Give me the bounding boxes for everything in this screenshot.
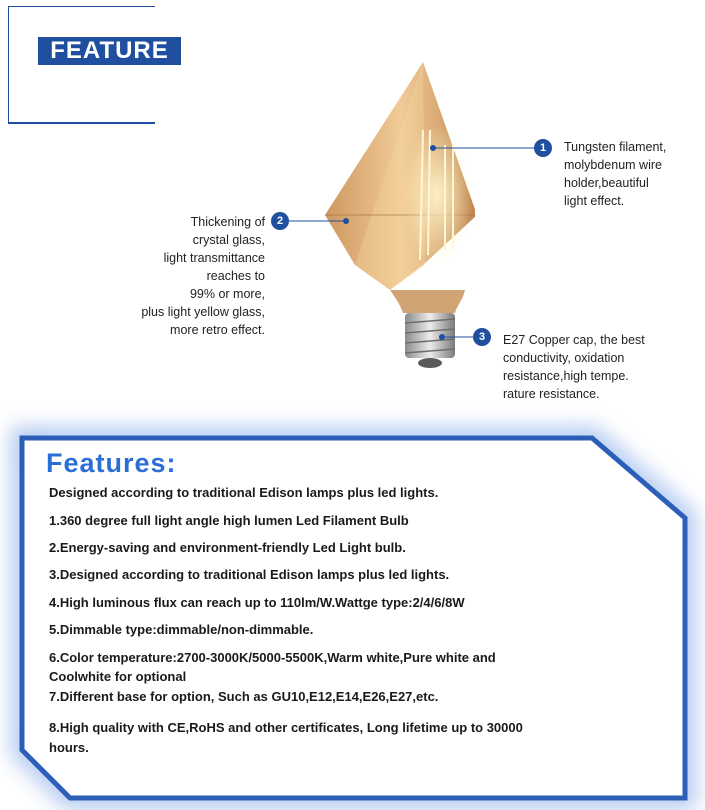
feature-item-7: 7.Different base for option, Such as GU10,E12,E14,E26,E27,etc. (49, 689, 439, 704)
feature-item-1: 1.360 degree full light angle high lumen Led Filament Bulb (49, 513, 409, 528)
feature-item-6: 6.Color temperature:2700-3000K/5000-5500K,Warm white,Pure white and (49, 650, 496, 665)
callout-3-text: E27 Copper cap, the best conductivity, oxidation resistance,high tempe. rature resistance. (503, 333, 645, 401)
callout-1-number: 1 (534, 139, 552, 157)
feature-item-3: 3.Designed according to traditional Edison lamps plus led lights. (49, 567, 450, 582)
feature-item-8-cont: hours. (49, 740, 89, 755)
feature-badge: FEATURE (38, 37, 181, 65)
feature-item-8: 8.High quality with CE,RoHS and other certificates, Long lifetime up to 30000 (49, 720, 523, 735)
bulb-image (305, 55, 475, 385)
features-title: Features: (46, 448, 177, 478)
feature-header-frame (8, 6, 156, 124)
callout-2-text: Thickening of crystal glass, light transmittance reaches to 99% or more, plus light yellow glass, more retro effect. (141, 215, 265, 337)
callout-1-text: Tungsten filament, molybdenum wire holder,beautiful light effect. (564, 140, 667, 208)
feature-item-6-cont: Coolwhite for optional (49, 669, 187, 684)
features-intro: Designed according to traditional Edison lamps plus led lights. (49, 485, 439, 500)
feature-item-5: 5.Dimmable type:dimmable/non-dimmable. (49, 622, 314, 637)
callout-3-number: 3 (473, 328, 491, 346)
feature-item-4: 4.High luminous flux can reach up to 110lm/W.Wattge type:2/4/6/8W (49, 595, 465, 610)
feature-item-2: 2.Energy-saving and environment-friendly Led Light bulb. (49, 540, 406, 555)
callout-2-number: 2 (271, 212, 289, 230)
